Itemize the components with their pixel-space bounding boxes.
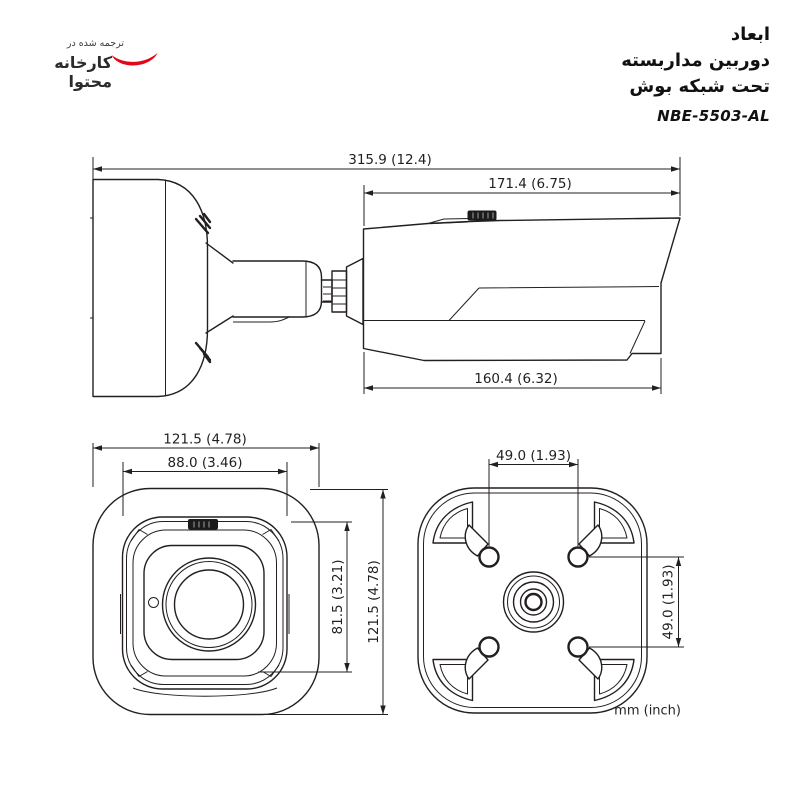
- base-plate-face-line: [90, 180, 166, 397]
- units-label: mm (inch): [614, 703, 681, 719]
- mount-hole-top-right: [569, 548, 588, 567]
- base-plate-outline: [93, 180, 208, 397]
- logo-brand-text: کارخانه محتوا: [54, 53, 112, 91]
- led-indicator: [149, 598, 159, 608]
- gland-ring-3: [514, 582, 554, 622]
- rear-view: [418, 448, 684, 713]
- dim-hole-spacing-horizontal: [489, 448, 578, 546]
- dim-body-bottom-length: [364, 352, 661, 394]
- gland-ring-2: [508, 576, 560, 628]
- camera-body-outline: [364, 218, 681, 361]
- mount-plate-outer: [418, 488, 647, 713]
- front-corner-marks: [131, 530, 279, 677]
- mount-hole-bottom-right: [569, 638, 588, 657]
- dimension-value: 121.5 (4.78): [366, 560, 382, 644]
- camera-body-lines: [364, 287, 660, 354]
- dimension-value: 171.4 (6.75): [488, 176, 572, 192]
- gland-hole: [526, 594, 542, 610]
- front-top-clip: [188, 519, 218, 530]
- page-title: ابعاد: [730, 24, 770, 45]
- dim-front-inner-width: [123, 455, 287, 516]
- dim-overall-length: [93, 152, 680, 216]
- lens: [175, 570, 244, 639]
- cable-gland: [504, 572, 564, 632]
- mount-hole-bottom-left: [480, 638, 499, 657]
- front-bezel-outer: [123, 517, 288, 689]
- lens-ring-outer: [163, 558, 256, 651]
- front-view: [93, 432, 388, 715]
- dimension-value: 88.0 (3.46): [167, 455, 243, 471]
- stem-threads: [323, 287, 331, 301]
- dim-front-inner-height: [258, 522, 352, 672]
- rear-flange: [347, 259, 364, 325]
- arm-outline: [233, 261, 322, 317]
- dimension-value: 49.0 (1.93): [496, 448, 571, 464]
- extension-lines: [489, 459, 578, 546]
- dim-hole-spacing-vertical: [589, 557, 684, 647]
- gland-ring-1: [504, 572, 564, 632]
- model-number: NBE-5503-AL: [657, 107, 770, 125]
- lens-ring-mid: [166, 562, 252, 648]
- lock-nut: [332, 271, 347, 312]
- side-view: [90, 152, 680, 397]
- mount-plate-inner: [424, 493, 642, 708]
- top-clip: [468, 211, 497, 221]
- corner-brackets: [433, 502, 634, 701]
- dimension-value: 81.5 (3.21): [330, 559, 346, 635]
- mount-hole-top-left: [480, 548, 499, 567]
- nut-facets: [332, 280, 347, 304]
- dimension-value: 49.0 (1.93): [660, 564, 677, 640]
- cone-joint: [206, 243, 233, 333]
- dimension-value: 315.9 (12.4): [348, 152, 432, 168]
- product-name-line: دوربین مداربسته: [621, 50, 770, 71]
- dimension-value: 121.5 (4.78): [163, 431, 247, 448]
- product-type-line: تحت شبکه بوش: [629, 76, 770, 97]
- logo-tagline: ترجمه شده در: [66, 38, 124, 49]
- dimension-value: 160.4 (6.32): [474, 371, 558, 387]
- threaded-stem: [322, 280, 333, 302]
